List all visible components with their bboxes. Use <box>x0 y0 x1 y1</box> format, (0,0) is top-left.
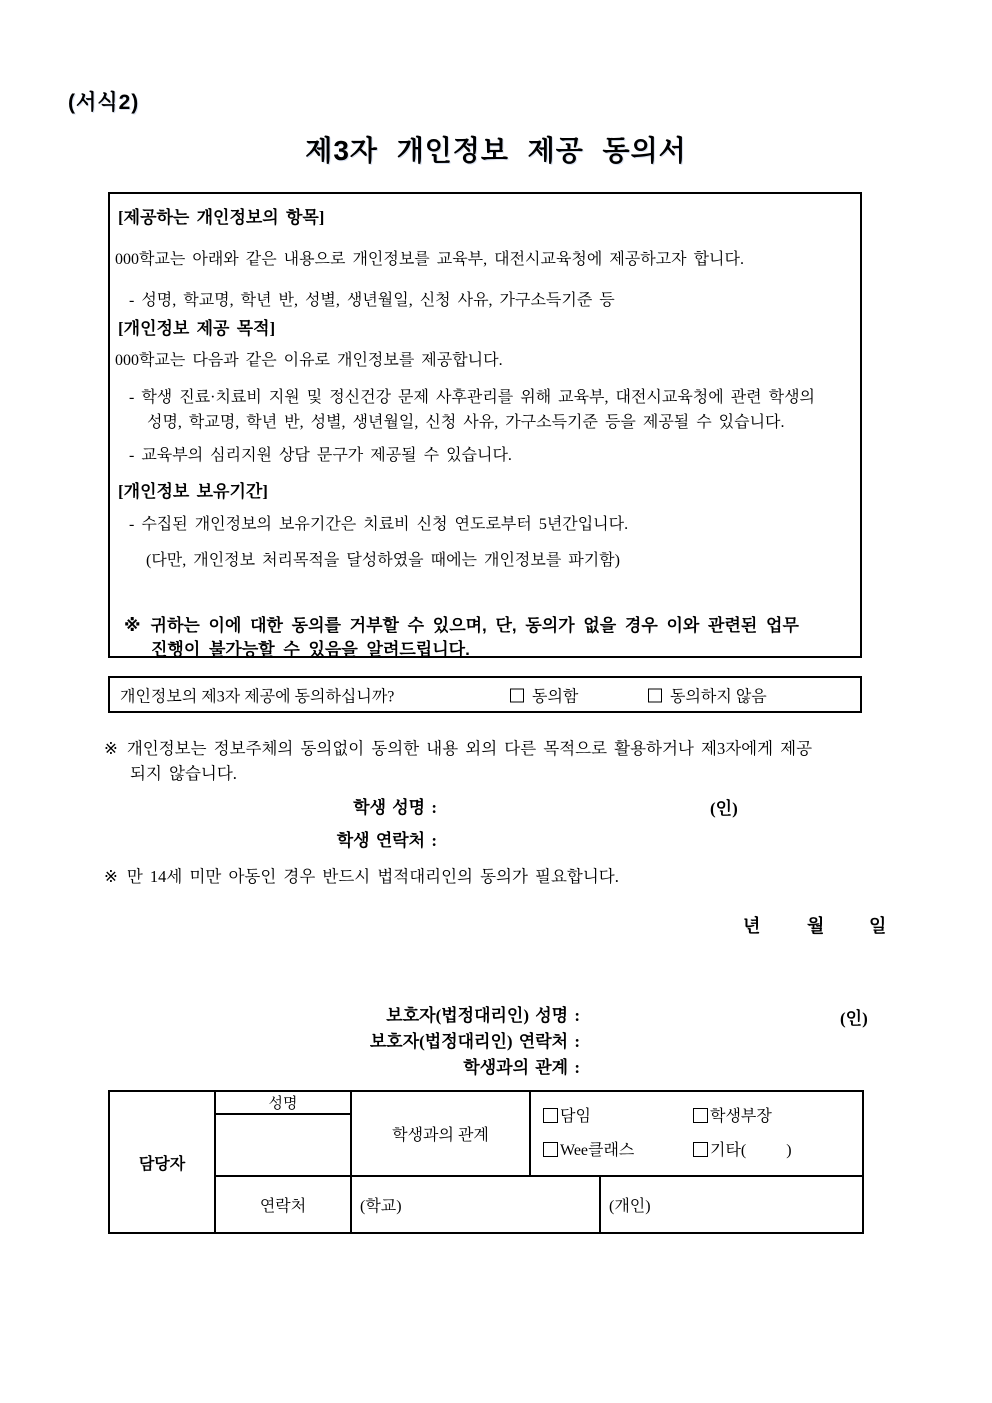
guardian-contact-label: 보호자(법정대리인) 연락처 : <box>369 1032 580 1051</box>
retention-heading: [개인정보 보유기간] <box>118 482 268 501</box>
staff-name-input-cell[interactable] <box>215 1114 351 1176</box>
disagree-label: 동의하지 않음 <box>670 688 767 705</box>
purpose-intro: 000학교는 다음과 같은 이유로 개인정보를 제공합니다. <box>115 352 503 369</box>
guardian-seal-mark: (인) <box>840 1009 868 1028</box>
staff-role-header: 담당자 <box>109 1091 215 1233</box>
reference-mark: ※ <box>104 739 118 758</box>
school-contact-cell[interactable] <box>351 1176 600 1233</box>
school-contact-label: (학교) <box>360 1198 402 1215</box>
consent-question-box <box>108 676 862 713</box>
purpose-heading: [개인정보 제공 목적] <box>118 319 276 338</box>
provided-items-bullet: - 성명, 학교명, 학년 반, 성별, 생년월일, 신청 사유, 가구소득기준 등 <box>129 292 615 309</box>
other-checkbox[interactable] <box>693 1142 708 1157</box>
guardian-signature-block <box>250 1003 580 1081</box>
disagree-checkbox[interactable] <box>648 688 662 702</box>
date-day-label: 일 <box>869 916 887 936</box>
refusal-notice-line2: 진행이 불가능할 수 있음을 알려드립니다. <box>151 640 470 659</box>
option-student-affairs: 학생부장 <box>693 1100 772 1134</box>
student-contact-label: 학생 연락처 : <box>336 831 437 850</box>
provided-items-intro: 000학교는 아래와 같은 내용으로 개인정보를 교육부, 대전시교육청에 제공하고자 합니다. <box>115 251 744 268</box>
info-box <box>108 192 862 658</box>
refusal-notice-line1: ※ 귀하는 이에 대한 동의를 거부할 수 있으며, 단, 동의가 없을 경우 이와 관련된 업무 <box>124 616 799 635</box>
retention-bullet: - 수집된 개인정보의 보유기간은 치료비 신청 연도로부터 5년간입니다. <box>129 516 629 533</box>
option-wee-class: Wee클래스 <box>543 1134 693 1168</box>
guardian-name-label: 보호자(법정대리인) 성명 : <box>386 1006 580 1025</box>
date-month-label: 월 <box>807 916 825 936</box>
retention-note: (다만, 개인정보 처리목적을 달성하였을 때에는 개인정보를 파기함) <box>146 552 620 569</box>
option-other: 기타( ) <box>693 1134 792 1168</box>
personal-contact-label: (개인) <box>609 1198 651 1215</box>
privacy-note-line2: 되지 않습니다. <box>130 764 237 783</box>
staff-contact-header: 연락처 <box>215 1176 351 1233</box>
guardian-relation-label: 학생과의 관계 : <box>463 1058 580 1077</box>
student-seal-mark: (인) <box>710 799 738 818</box>
form-number-label: (서식2) <box>68 91 140 114</box>
agree-label: 동의함 <box>532 688 579 705</box>
purpose-bullet1-line1: - 학생 진료·치료비 지원 및 정신건강 문제 사후관리를 위해 교육부, 대전시교육청에 관련 학생의 <box>129 389 815 406</box>
personal-contact-cell[interactable] <box>600 1176 863 1233</box>
staff-relation-header: 학생과의 관계 <box>351 1091 530 1176</box>
student-affairs-checkbox[interactable] <box>693 1108 708 1123</box>
student-name-label: 학생 성명 : <box>353 798 437 817</box>
staff-table <box>108 1090 864 1234</box>
minor-consent-note: ※ 만 14세 미만 아동인 경우 반드시 법적대리인의 동의가 필요합니다. <box>104 867 619 886</box>
homeroom-checkbox[interactable] <box>543 1108 558 1123</box>
option-homeroom: 담임 <box>543 1100 693 1134</box>
date-year-label: 년 <box>743 916 761 936</box>
privacy-note-line1: ※ 개인정보는 정보주체의 동의없이 동의한 내용 외의 다른 목적으로 활용하거나 제3자에게 제공 <box>104 739 813 758</box>
consent-question: 개인정보의 제3자 제공에 동의하십니까? <box>120 688 395 705</box>
purpose-bullet2: - 교육부의 심리지원 상담 문구가 제공될 수 있습니다. <box>129 447 512 464</box>
disagree-option <box>648 683 767 706</box>
wee-class-checkbox[interactable] <box>543 1142 558 1157</box>
staff-name-header: 성명 <box>215 1091 351 1114</box>
provided-items-heading: [제공하는 개인정보의 항목] <box>118 208 325 227</box>
agree-checkbox[interactable] <box>510 688 524 702</box>
student-signature-block <box>108 791 437 857</box>
reference-mark: ※ <box>124 616 141 635</box>
page-title: 제3자 개인정보 제공 동의서 <box>305 135 687 166</box>
agree-option <box>510 683 578 706</box>
purpose-bullet1-line2: 성명, 학교명, 학년 반, 성별, 생년월일, 신청 사유, 가구소득기준 등을 제공될 수 있습니다. <box>147 414 785 431</box>
reference-mark: ※ <box>104 867 118 886</box>
staff-role-options-cell <box>530 1091 863 1176</box>
